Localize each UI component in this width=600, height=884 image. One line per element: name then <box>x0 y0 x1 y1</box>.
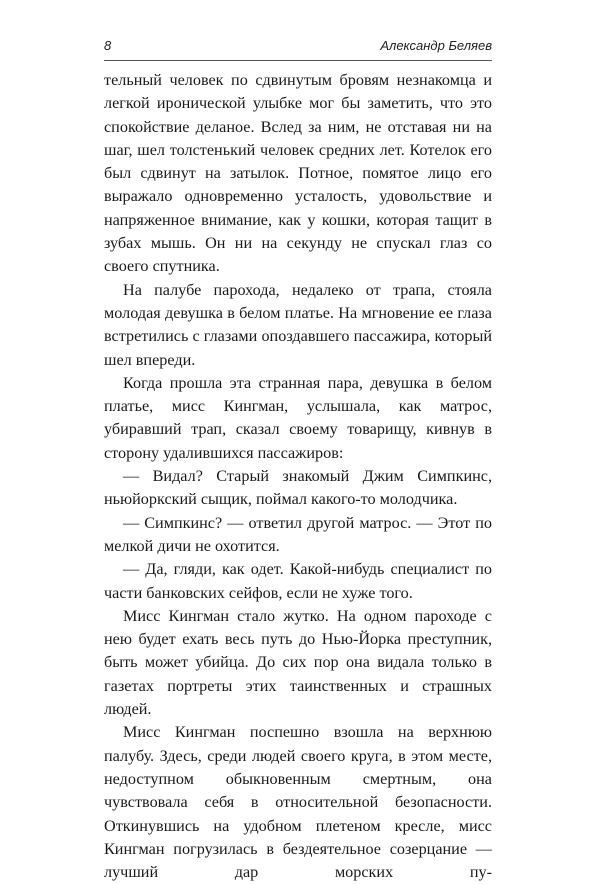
running-head-author: Александр Беляев <box>380 38 492 53</box>
paragraph: Мисс Кингман стало жутко. На одном пароходе с нею будет ехать весь путь до Нью-Йорка преступник, быть может убийца. До сих пор она видала только в газетах портреты этих таинственных и страшных людей. <box>104 606 492 719</box>
dialogue-line: — Да, гляди, как одет. Какой-нибудь специалист по части банковских сейфов, если не хуже того. <box>104 560 492 602</box>
dialogue-line: — Симпкинс? — ответил другой матрос. — Этот по мелкой дичи не охотится. <box>104 513 492 555</box>
paragraph: На палубе парохода, недалеко от трапа, стояла молодая девушка в белом платье. На мгновение ее глаза встретились с глазами опоздавшего пассажира, который шел впереди. <box>104 280 492 369</box>
header-rule <box>104 60 492 61</box>
paragraph: Когда прошла эта странная пара, девушка в белом платье, мисс Кингман, услышала, как матрос, убиравший трап, сказал своему товарищу, кивнув в сторону удалившихся пассажиров: <box>104 373 492 462</box>
paragraph: Мисс Кингман поспешно взошла на верхнюю палубу. Здесь, среди людей своего круга, в этом месте, недоступном обыкновенным смертным, она чувствовала себя в относительной безопасности. Откинувшись на удобном плетеном кресле, мисс Кингман погрузилась в бездеятельное созерцание — лучший дар морских пу- <box>104 723 492 882</box>
page-number: 8 <box>104 38 112 53</box>
paragraph: тельный человек по сдвинутым бровям незнакомца и легкой иронической улыбке мог бы заметить, что это спокойствие деланое. Вслед за ним, не отставая ни на шаг, шел толстенький человек средних лет. Котелок его был сдвинут на затылок. Потное, помятое лицо его выражало одновременно усталость, удовольствие и напряженное внимание, как у кошки, которая тащит в зубах мышь. Он ни на секунду не спускал глаз со своего спутника. <box>104 71 492 276</box>
dialogue-line: — Видал? Старый знакомый Джим Симпкинс, ньюйоркский сыщик, поймал какого-то молодчика. <box>104 467 492 509</box>
page-header <box>104 38 492 62</box>
body-text <box>104 69 492 884</box>
